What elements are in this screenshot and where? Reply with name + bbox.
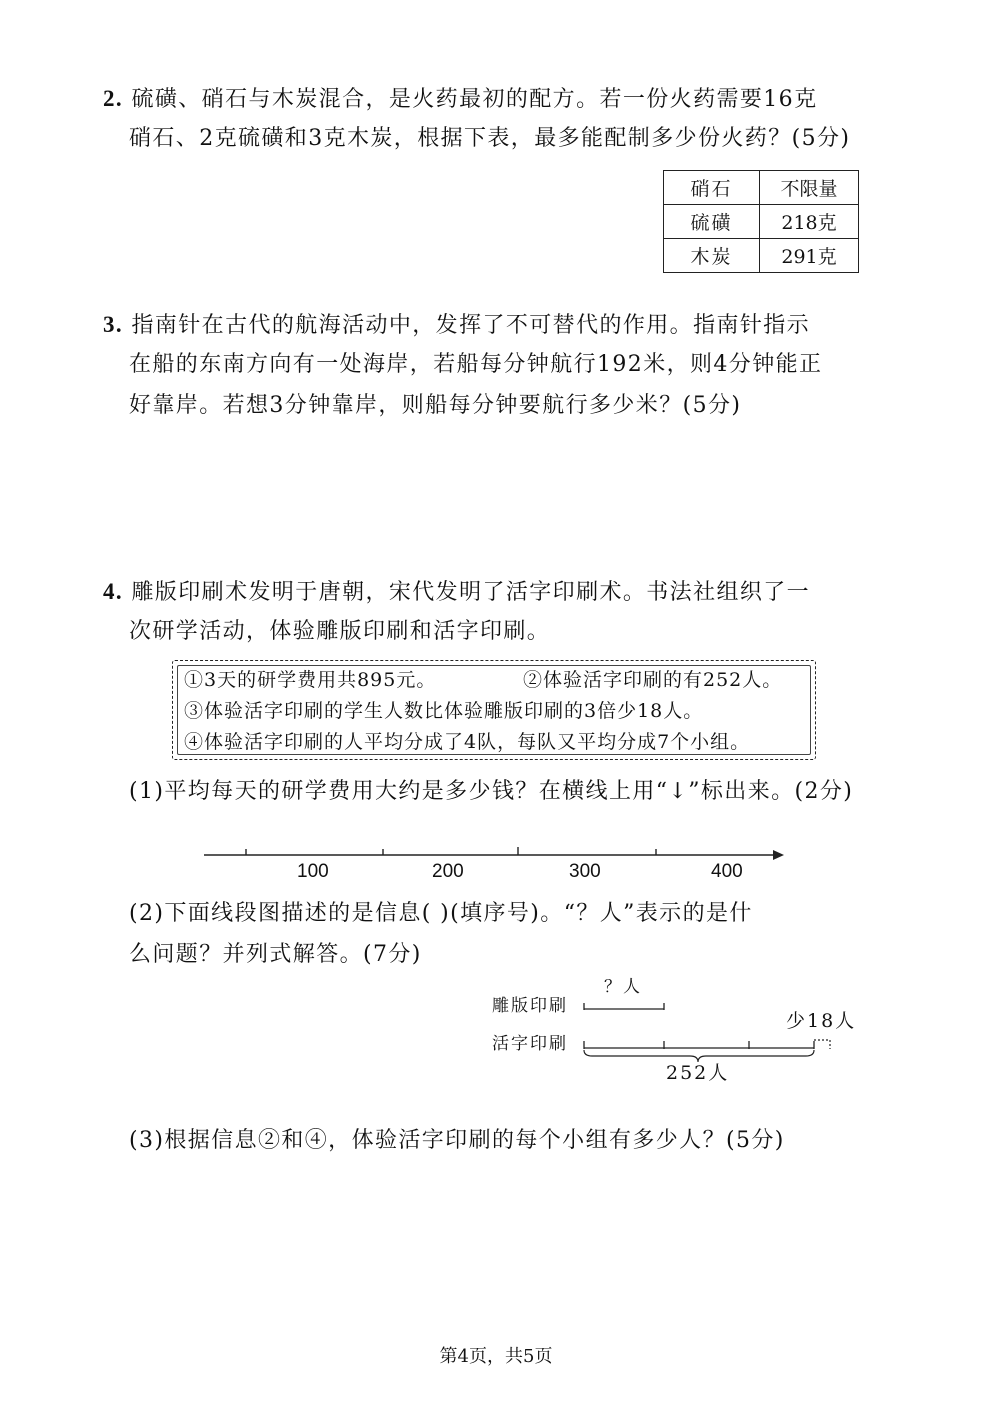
tick-label: 400: [711, 861, 743, 882]
page-footer: 第4页，共5页: [439, 1346, 553, 1367]
material-amount: 218克: [760, 205, 859, 239]
tick-label: 200: [432, 861, 464, 882]
q3-text-1: 指南针在古代的航海活动中，发挥了不可替代的作用。指南针指示: [131, 313, 811, 338]
tick-label: 100: [297, 861, 329, 882]
material-amount: 291克: [760, 239, 859, 273]
q4-sub-3: (3)根据信息②和④，体验活字印刷的每个小组有多少人？(5分): [129, 1128, 785, 1153]
material-name: 硝石: [664, 171, 760, 205]
q4-sub-2-line-1: (2)下面线段图描述的是信息( )(填序号)。“？人”表示的是什: [129, 901, 753, 926]
info-3: ③体验活字印刷的学生人数比体验雕版印刷的3倍少18人。: [184, 700, 704, 722]
diagram-unknown: ？人: [604, 977, 642, 997]
q3-number: 3.: [103, 312, 124, 337]
material-name: 硫磺: [664, 205, 760, 239]
q3-text-3: 好靠岸。若想3分钟靠岸，则船每分钟要航行多少米？(5分): [129, 393, 742, 418]
q4-text-2: 次研学活动，体验雕版印刷和活字印刷。: [129, 619, 551, 644]
q2-number: 2.: [103, 86, 124, 111]
info-4: ④体验活字印刷的人平均分成了4队，每队又平均分成7个小组。: [184, 731, 751, 753]
material-amount: 不限量: [760, 171, 859, 205]
info-1: ①3天的研学费用共895元。: [184, 669, 437, 691]
material-name: 木炭: [664, 239, 760, 273]
diagram-total: 252人: [666, 1062, 730, 1084]
q3-text-2: 在船的东南方向有一处海岸，若船每分钟航行192米，则4分钟能正: [129, 352, 823, 377]
info-2: ②体验活字印刷的有252人。: [523, 669, 783, 691]
q4-number: 4.: [103, 579, 124, 604]
q4-sub-2-line-2: 么问题？并列式解答。(7分): [129, 942, 422, 967]
diagram-label-diaoban: 雕版印刷: [492, 996, 568, 1016]
q4-text-1: 雕版印刷术发明于唐朝，宋代发明了活字印刷术。书法社组织了一: [131, 580, 811, 605]
q4-sub-1: (1)平均每天的研学费用大约是多少钱？在横线上用“↓”标出来。(2分): [129, 779, 854, 804]
diagram-less: 少18人: [786, 1010, 857, 1032]
diagram-label-huozi: 活字印刷: [492, 1034, 568, 1054]
tick-label: 300: [569, 861, 601, 882]
q2-text-1: 硫磺、硝石与木炭混合，是火药最初的配方。若一份火药需要16克: [131, 87, 818, 112]
q2-text-2: 硝石、2克硫磺和3克木炭，根据下表，最多能配制多少份火药？(5分): [129, 126, 851, 151]
